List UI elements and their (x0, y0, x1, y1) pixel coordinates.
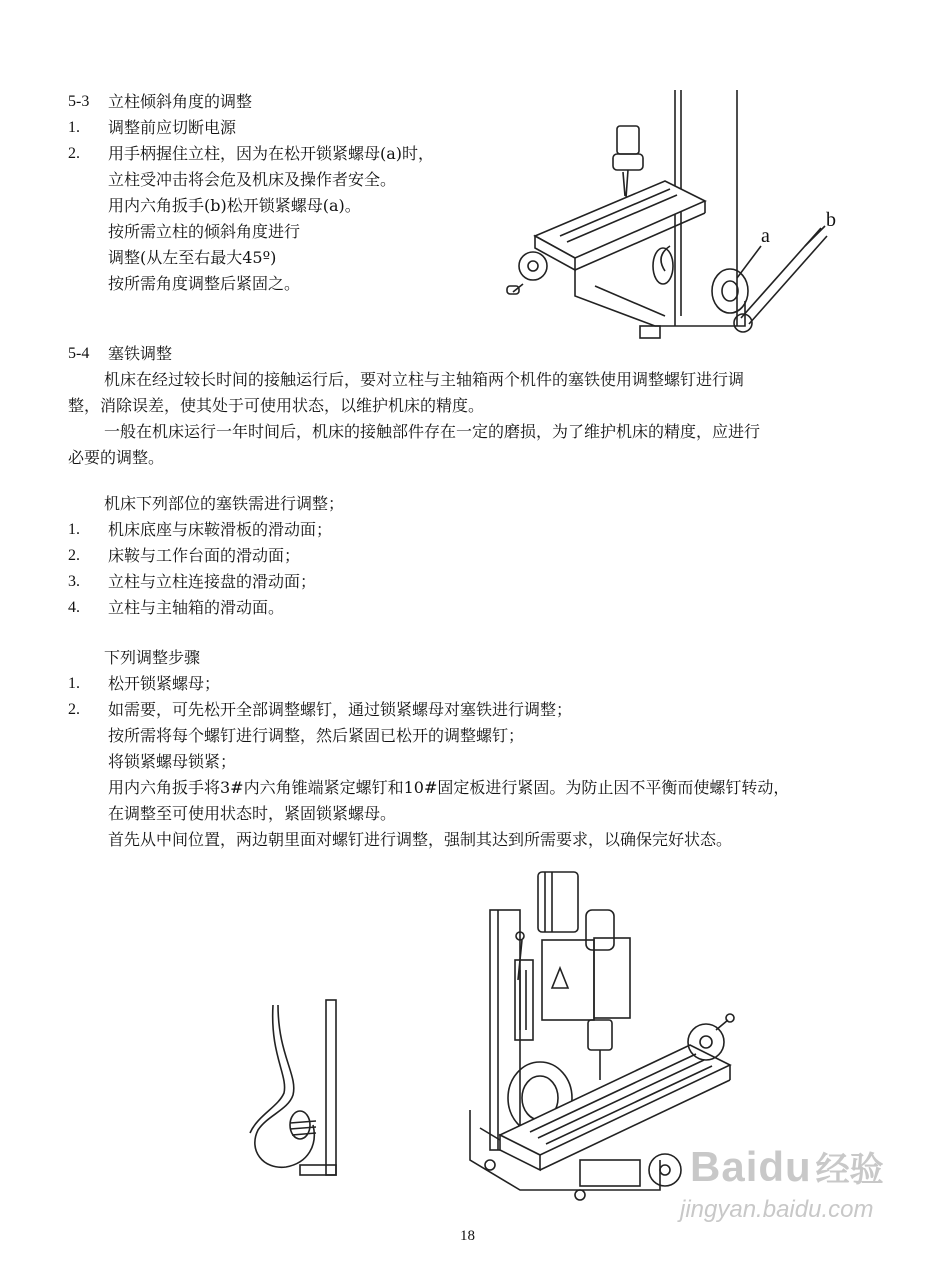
paragraph-line: 一般在机床运行一年时间后，机床的接触部件存在一定的磨损，为了维护机床的精度，应进行 (104, 422, 761, 441)
list-item-text: 立柱受冲击将会危及机床及操作者安全。 (108, 170, 397, 189)
list-item-text: 在调整至可使用状态时，紧固锁紧螺母。 (108, 804, 397, 823)
list-item-number: 2. (68, 547, 80, 564)
list-item-number: 1. (68, 675, 80, 692)
list-item-text: 首先从中间位置，两边朝里面对螺钉进行调整，强制其达到所需要求，以确保完好状态。 (108, 830, 733, 849)
list-intro: 机床下列部位的塞铁需进行调整； (104, 494, 345, 513)
paragraph-line: 整，消除误差，使其处于可使用状态，以维护机床的精度。 (68, 396, 485, 415)
list-item-text: 用手柄握住立柱，因为在松开锁紧螺母(a)时， (108, 144, 435, 163)
list-item-text: 调整(从左至右最大45º) (108, 248, 277, 267)
page-number: 18 (460, 1228, 475, 1244)
steps-intro: 下列调整步骤 (104, 648, 201, 667)
list-item-text: 按所需将每个螺钉进行调整，然后紧固已松开的调整螺钉； (108, 726, 525, 745)
column-tilt-figure (505, 86, 865, 346)
list-item-text: 按所需角度调整后紧固之。 (108, 274, 301, 293)
baidu-watermark (690, 1142, 884, 1191)
list-item-text: 如需要，可先松开全部调整螺钉，通过锁紧螺母对塞铁进行调整； (108, 700, 573, 719)
list-item-text: 将锁紧螺母锁紧； (108, 752, 237, 771)
list-item-text: 机床底座与床鞍滑板的滑动面； (108, 520, 333, 539)
section-5-3-number: 5-3 (68, 93, 90, 110)
section-5-4-heading: 塞铁调整 (108, 344, 173, 363)
list-item-text: 用内六角扳手将3#内六角锥端紧定螺钉和10#固定板进行紧固。为防止因不平衡而使螺钉转动， (108, 778, 790, 797)
paragraph-line: 机床在经过较长时间的接触运行后，要对立柱与主轴箱两个机件的塞铁使用调整螺钉进行调 (104, 370, 745, 389)
figure-label-a: a (761, 225, 770, 247)
list-item-number: 4. (68, 599, 80, 616)
list-item-text: 按所需立柱的倾斜角度进行 (108, 222, 301, 241)
list-item-number: 2. (68, 145, 80, 162)
list-item-text: 立柱与立柱连接盘的滑动面； (108, 572, 317, 591)
section-5-3-heading: 立柱倾斜角度的调整 (108, 92, 253, 111)
list-item-text: 调整前应切断电源 (108, 118, 237, 137)
list-item-text: 用内六角扳手(b)松开锁紧螺母(a)。 (108, 196, 361, 215)
list-item-text: 床鞍与工作台面的滑动面； (108, 546, 301, 565)
list-item-number: 3. (68, 573, 80, 590)
list-item-number: 1. (68, 119, 80, 136)
paragraph-line: 必要的调整。 (68, 448, 165, 467)
list-item-text: 立柱与主轴箱的滑动面。 (108, 598, 285, 617)
section-5-4-number: 5-4 (68, 345, 90, 362)
figure-label-b: b (826, 209, 836, 231)
list-item-number: 1. (68, 521, 80, 538)
list-item-number: 2. (68, 701, 80, 718)
list-item-text: 松开锁紧螺母； (108, 674, 221, 693)
watermark-brand: Baidu (690, 1143, 812, 1190)
watermark-url: jingyan.baidu.com (680, 1196, 874, 1223)
hex-key-figure (238, 995, 358, 1185)
watermark-brand-cn: 经验 (815, 1150, 884, 1190)
